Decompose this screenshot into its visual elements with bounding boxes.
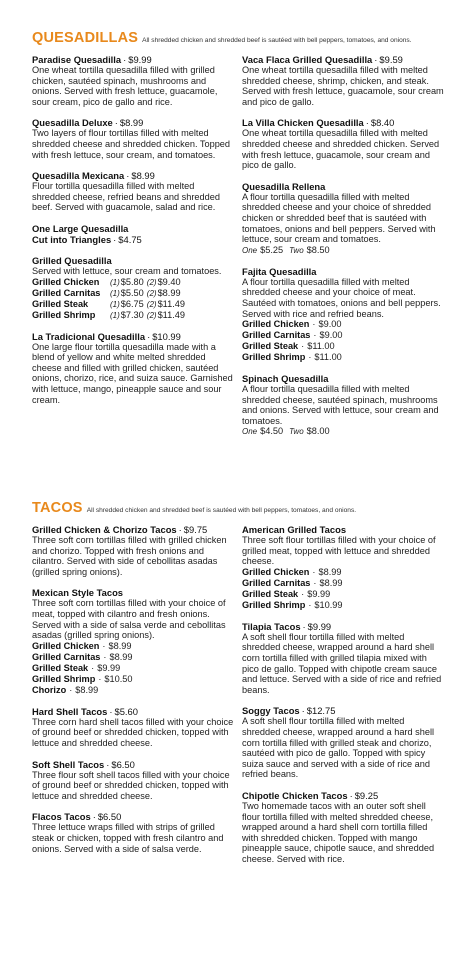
item-title xyxy=(32,331,234,342)
item-description: One wheat tortilla quesadilla filled with grilled chicken, sautéed spinach, mushrooms and onions. Served with fresh lettuce, guacamole, sour cream, pico de gallo and rice. xyxy=(32,65,218,107)
item-description: Two homemade tacos with an outer soft shell flour tortilla filled with melted shredded cheese, wrapped around a hard shell corn tortilla filled with shredded chicken. Topped with mango pineapple sauce, chipotle sauce, and shredded cheese. Served with rice. xyxy=(242,800,435,864)
price-separator: · xyxy=(109,705,113,717)
price-separator: · xyxy=(365,117,369,129)
item-name: Hard Shell Tacos xyxy=(32,705,108,717)
size-label: (1) xyxy=(110,288,120,298)
option-row xyxy=(32,663,234,674)
size-prices xyxy=(242,426,444,437)
price-separator: · xyxy=(178,524,182,535)
price-separator: · xyxy=(69,684,73,695)
item-name: Spinach Quesadilla xyxy=(242,373,329,385)
size-label: (1) xyxy=(110,277,120,287)
option-price: $8.99 xyxy=(318,566,342,577)
price-separator: · xyxy=(313,577,317,588)
price-separator: · xyxy=(92,811,96,823)
item-description: A flour tortilla quesadilla filled with melted shredded cheese and your choice of meat. Sautéed with tomatoes, onions and bell peppers. Served with rice and refried beans. xyxy=(242,276,441,319)
tacos-header xyxy=(32,500,444,516)
option-price: $8.99 xyxy=(75,684,99,695)
option-row xyxy=(32,299,234,310)
item-description: A flour tortilla quesadilla filled with melted shredded cheese and your choice of shredded chicken or shredded beef that is sautéed with tomatoes, onions and bell peppers. Served with lettuce, sour cream and tomatoes. xyxy=(242,191,436,245)
option-name: Grilled Carnitas xyxy=(242,330,311,341)
item-title xyxy=(32,54,234,65)
item-description: A soft shell flour tortilla filled with melted shredded cheese, wrapped around a hard shell corn tortilla filled with grilled steak and chorizo, sautéed with pico de gallo. Topped with spicy suiza sauce and served with a side of rice and refried beans. xyxy=(242,716,435,780)
item-name: Quesadilla Rellena xyxy=(242,180,326,192)
item-description: Three flour soft shell tacos filled with your choice of ground beef or shredded chicken, topped with lettuce and shredded cheese. xyxy=(32,769,230,801)
menu-item xyxy=(242,266,444,363)
item-description: One large flour tortilla quesadilla made with a blend of yellow and white melted shredded cheese and filled with grilled chicken, sautéed onions, chorizo, rice, and suiza sauce. Garnished with lettuce, mango, pineapple sauce and sour cream. xyxy=(32,341,233,405)
menu-item xyxy=(32,170,234,213)
price-separator: · xyxy=(312,319,316,330)
item-title xyxy=(242,181,444,192)
item-title xyxy=(32,587,234,598)
option-row xyxy=(242,352,444,363)
option-name: Grilled Carnitas xyxy=(32,287,101,298)
size-label: (2) xyxy=(146,277,157,287)
option-name: Grilled Steak xyxy=(32,298,89,309)
size-label: (2) xyxy=(146,299,157,309)
option-price: $9.40 xyxy=(157,276,181,287)
item-name: Grilled Chicken & Chorizo Tacos xyxy=(32,524,177,535)
option-name: Grilled Chicken xyxy=(242,566,310,577)
option-price: $5.80 xyxy=(120,276,144,287)
menu-item xyxy=(32,255,234,321)
item-name: Quesadilla Mexicana xyxy=(32,170,125,182)
size-price: $5.25 xyxy=(260,244,284,255)
item-description: Flour tortilla quesadilla filled with melted shredded cheese, refried beans and shredded beef. Served with guacamole, salad and rice. xyxy=(32,181,220,213)
menu-item xyxy=(32,223,234,245)
menu-item xyxy=(242,181,444,256)
item-title xyxy=(32,759,234,770)
menu-item xyxy=(242,54,444,107)
option-name: Grilled Steak xyxy=(32,662,89,673)
option-price: $9.00 xyxy=(318,319,342,330)
option-row xyxy=(242,589,444,600)
item-name: Chipotle Chicken Tacos xyxy=(242,789,348,801)
item-name: Grilled Quesadilla xyxy=(32,254,112,266)
section-title: QUESADILLAS xyxy=(32,30,139,46)
menu-item xyxy=(32,706,234,749)
item-price: $5.60 xyxy=(114,705,138,717)
item-price: $9.75 xyxy=(183,524,208,535)
menu-item xyxy=(242,621,444,696)
option-price: $9.00 xyxy=(319,330,343,341)
price-separator: · xyxy=(123,54,127,65)
option-price: $11.00 xyxy=(314,352,342,363)
item-title xyxy=(242,266,444,277)
option-name: Grilled Shrimp xyxy=(242,599,306,610)
item-description: Three soft flour tortillas filled with your choice of grilled meat, topped with lettuce and shredded cheese. xyxy=(242,535,436,567)
size-label: (1) xyxy=(110,299,120,309)
option-price: $8.99 xyxy=(157,287,181,298)
option-name: Grilled Shrimp xyxy=(242,352,306,363)
item-name: Vaca Flaca Grilled Quesadilla xyxy=(242,54,373,65)
option-name: Grilled Carnitas xyxy=(32,651,101,662)
price-separator: · xyxy=(147,330,151,342)
menu-item xyxy=(32,54,234,107)
price-separator: · xyxy=(102,640,106,651)
option-name: Grilled Carnitas xyxy=(242,577,311,588)
item-name: La Villa Chicken Quesadilla xyxy=(242,117,364,129)
item-title xyxy=(32,255,234,266)
item-name: Mexican Style Tacos xyxy=(32,587,124,599)
option-name: Grilled Steak xyxy=(242,341,299,352)
item-title xyxy=(32,170,234,181)
option-row xyxy=(242,319,444,330)
option-name: Grilled Chicken xyxy=(32,640,100,651)
section-note: All shredded chicken and shredded beef is sautéed with bell peppers, tomatoes, and onions. xyxy=(142,37,412,44)
item-title xyxy=(32,524,234,535)
item-price: $9.99 xyxy=(128,54,152,65)
option-price: $6.75 xyxy=(120,298,144,309)
option-price: $8.99 xyxy=(109,651,133,662)
tacos-section xyxy=(32,500,444,874)
option-name: Grilled Chicken xyxy=(242,319,310,330)
item-price: $4.75 xyxy=(118,233,142,245)
size-label: (2) xyxy=(146,310,157,320)
item-description: A flour tortilla quesadilla filled with melted shredded cheese, sautéed spinach, mushrooms and onions. Served with lettuce, sour cream and tomatoes. xyxy=(242,384,439,426)
size-label: (1) xyxy=(110,310,120,320)
item-price: $6.50 xyxy=(97,811,122,823)
option-row xyxy=(32,288,234,299)
option-row xyxy=(242,330,444,341)
item-title xyxy=(242,117,444,128)
menu-item xyxy=(32,117,234,160)
item-description: Served with lettuce, sour cream and tomatoes. xyxy=(32,265,222,276)
item-description: Three soft corn tortillas filled with your choice of meat, topped with cilantro and fresh onions. Served with a side of salsa verde and cebollitas asadas (grilled spring onions). xyxy=(32,598,226,641)
menu-item xyxy=(242,705,444,780)
option-row xyxy=(32,310,234,321)
option-row xyxy=(242,600,444,611)
item-title xyxy=(32,811,234,822)
size-label: (2) xyxy=(146,288,157,298)
option-price: $10.99 xyxy=(314,599,343,610)
option-price: $11.49 xyxy=(157,309,185,320)
item-title xyxy=(242,373,444,384)
item-title xyxy=(242,54,444,65)
item-price: $8.99 xyxy=(119,117,144,129)
option-price: $11.49 xyxy=(157,298,185,309)
quesadillas-left-column xyxy=(32,54,234,447)
option-price: $7.30 xyxy=(120,309,144,320)
price-separator: · xyxy=(301,588,305,599)
item-description: A soft shell flour tortilla filled with melted shredded cheese, wrapped around a hard shell corn tortilla filled with grilled tilapia mixed with pico de gallo. Topped with chipotle cream sauce and lettuce. Served with a side of rice and refried beans. xyxy=(242,631,442,695)
menu-item xyxy=(242,117,444,170)
item-name: Tilapia Tacos xyxy=(242,620,301,632)
option-row xyxy=(242,567,444,578)
menu-item xyxy=(32,331,234,406)
option-row xyxy=(32,641,234,652)
item-title xyxy=(32,706,234,717)
menu-item xyxy=(242,524,444,611)
option-price: $11.00 xyxy=(307,341,335,352)
menu-item xyxy=(242,373,444,437)
price-separator: · xyxy=(98,673,102,684)
option-row xyxy=(32,277,234,288)
item-price: $10.99 xyxy=(152,330,181,342)
item-title xyxy=(242,524,444,535)
item-price: $12.75 xyxy=(306,705,336,717)
quesadillas-section xyxy=(32,30,444,447)
option-price: $9.99 xyxy=(97,662,121,673)
quesadillas-header xyxy=(32,30,444,46)
item-name: Soft Shell Tacos xyxy=(32,758,105,770)
item-name: Flacos Tacos xyxy=(32,811,91,823)
price-separator: · xyxy=(106,758,110,770)
option-row xyxy=(32,685,234,696)
item-title xyxy=(32,223,234,245)
item-price: $8.99 xyxy=(131,170,155,182)
size-label: One xyxy=(242,427,258,437)
option-price: $10.50 xyxy=(104,673,133,684)
menu-item xyxy=(32,524,234,577)
price-separator: · xyxy=(91,662,95,673)
price-separator: · xyxy=(313,330,317,341)
price-separator: · xyxy=(126,170,130,182)
item-name: Soggy Tacos xyxy=(242,705,300,717)
item-name: Quesadilla Deluxe xyxy=(32,117,113,129)
price-separator: · xyxy=(374,54,378,65)
option-price: $9.99 xyxy=(307,588,331,599)
item-price: $8.40 xyxy=(370,117,395,129)
item-price: $6.50 xyxy=(111,758,135,770)
tacos-right-column xyxy=(242,524,444,874)
item-name-line2: Cut into Triangles xyxy=(32,233,112,245)
option-price: $8.99 xyxy=(108,640,132,651)
item-description: One wheat tortilla quesadilla filled with melted shredded cheese and shredded chicken. Served with fresh lettuce, guacamole, sour cream and pico de gallo. xyxy=(242,128,440,171)
option-row xyxy=(242,578,444,589)
price-separator: · xyxy=(103,651,107,662)
price-separator: · xyxy=(308,599,312,610)
size-label: One xyxy=(242,245,258,255)
item-name: La Tradicional Quesadilla xyxy=(32,330,146,342)
price-separator: · xyxy=(301,341,305,352)
item-description: Three lettuce wraps filled with strips of grilled steak or chicken, topped with fresh cilantro and onions. Served with a side of salsa verde. xyxy=(32,822,224,854)
item-price: $9.59 xyxy=(379,54,403,65)
quesadillas-right-column xyxy=(242,54,444,447)
item-name: Paradise Quesadilla xyxy=(32,54,122,65)
section-note: All shredded chicken and shredded beef is sautéed with bell peppers, tomatoes, and onions. xyxy=(86,507,357,514)
price-separator: · xyxy=(312,566,316,577)
item-description: Three soft corn tortillas filled with grilled chicken and chorizo. Topped with fresh onions and cilantro. Served with side of cebollitas asadas (grilled spring onions). xyxy=(32,535,227,577)
option-name: Grilled Chicken xyxy=(32,276,100,287)
option-row xyxy=(242,341,444,352)
item-title xyxy=(242,790,444,801)
item-description: Two layers of flour tortillas filled with melted shredded cheese and shredded chicken. Topped with fresh lettuce, sour cream, and tomatoes. xyxy=(32,128,231,160)
item-description: One wheat tortilla quesadilla filled with melted shredded cheese, shrimp, chicken, and steak. Served with fresh lettuce, guacamole, sour cream and pico de gallo. xyxy=(242,65,444,107)
item-name: American Grilled Tacos xyxy=(242,524,347,535)
menu-item xyxy=(32,759,234,802)
item-description: Three corn hard shell tacos filled with your choice of ground beef or shredded chicken, topped with lettuce and shredded cheese. xyxy=(32,716,234,748)
option-name: Grilled Shrimp xyxy=(32,309,96,320)
option-name: Chorizo xyxy=(32,684,67,695)
item-title xyxy=(242,705,444,716)
price-separator: · xyxy=(113,233,117,245)
menu-item xyxy=(32,811,234,854)
section-title: TACOS xyxy=(32,500,83,516)
size-price: $4.50 xyxy=(260,426,284,437)
option-name: Grilled Steak xyxy=(242,588,299,599)
tacos-left-column xyxy=(32,524,234,874)
item-name: Fajita Quesadilla xyxy=(242,265,317,277)
item-price: $9.25 xyxy=(354,789,379,801)
price-separator: · xyxy=(302,620,306,632)
item-title xyxy=(32,117,234,128)
price-separator: · xyxy=(308,352,312,363)
option-price: $5.50 xyxy=(120,287,144,298)
item-title xyxy=(242,621,444,632)
size-price: $8.00 xyxy=(306,426,330,437)
option-price: $8.99 xyxy=(319,577,343,588)
menu-item xyxy=(242,790,444,865)
size-prices xyxy=(242,245,444,256)
item-price: $9.99 xyxy=(307,620,332,632)
price-separator: · xyxy=(301,705,305,717)
size-label: Two xyxy=(289,427,304,437)
option-name: Grilled Shrimp xyxy=(32,673,96,684)
menu-item xyxy=(32,587,234,695)
price-separator: · xyxy=(114,117,118,129)
option-row xyxy=(32,652,234,663)
price-separator: · xyxy=(349,789,353,801)
size-label: Two xyxy=(289,245,304,255)
option-row xyxy=(32,674,234,685)
size-price: $8.50 xyxy=(306,244,330,255)
item-name: One Large Quesadilla xyxy=(32,222,129,234)
